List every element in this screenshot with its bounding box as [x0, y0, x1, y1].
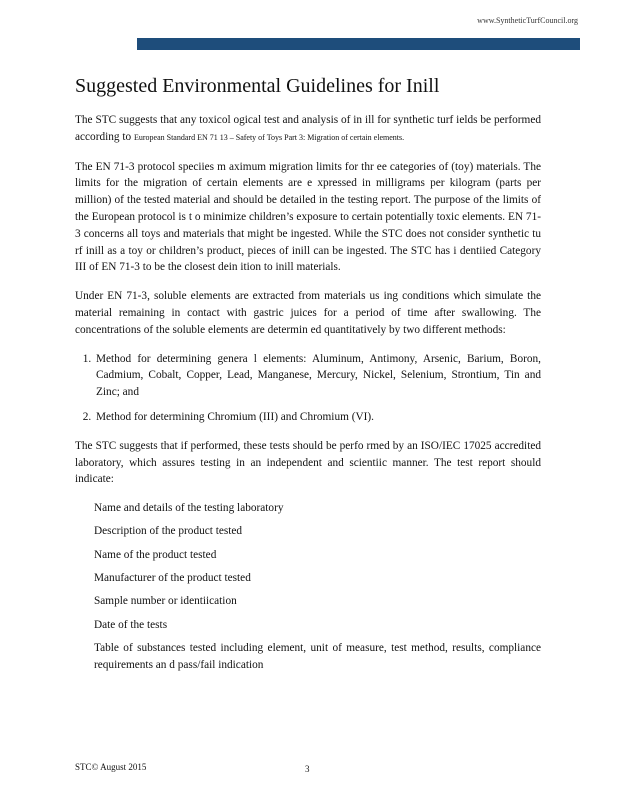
list-item-text: Table of substances tested including element, unit of measure, test method, results, compliance requirements an d pass/fail indication — [94, 641, 541, 671]
report-items-list — [75, 500, 541, 673]
list-item: 1. Method for determining genera l elements: Aluminum, Antimony, Arsenic, Barium, Boron, Cadmium, Cobalt, Copper, Lead, Manganese, Mercury, Nickel, Selenium, Strontium, Tin and Zinc; and — [94, 351, 541, 401]
list-item — [75, 500, 541, 517]
intro-text: The STC suggests that any toxicol ogical test and analysis of in ill for synthetic turf ields be performed according to — [75, 114, 541, 143]
list-item — [75, 570, 541, 587]
list-item-text: Manufacturer of the product tested — [94, 572, 251, 585]
paragraph-en71-protocol: The EN 71-3 protocol speciies m aximum migration limits for thr ee categories of (toy) materials. The limits for the migration of certain elements are e xpressed in milligrams per kilogram (parts per million) of the tested material and should be detailed in the testing report. The purpose of the limits of the European protocol is t o minimize children’s exposure to certain potentially toxic elements. EN 71-3 concerns all toys and materials that might be ingested. While the STC does not consider synthetic tu rf inill as a toy or children’s product, pieces of inill can be ingested. The STC has i dentiied Category III of EN 71-3 to be the closest dein ition to inill materials. — [75, 160, 541, 274]
list-item: 2. Method for determining Chromium (III) and Chromium (VI). — [94, 409, 541, 426]
footer-copyright: STC© August 2015 — [75, 762, 147, 772]
header-accent-bar — [137, 38, 580, 50]
list-item — [75, 640, 541, 674]
list-item-text: Name of the product tested — [94, 548, 217, 561]
paragraph-soluble-elements: Under EN 71-3, soluble elements are extracted from materials us ing conditions which simulate the material remaining in contact with gastric juices for a period of time after swallowing. The concentrations of the soluble elements are determin ed quantitatively by two different methods: — [75, 290, 541, 336]
methods-list — [75, 351, 541, 426]
standard-reference: European Standard EN 71 13 – Safety of Toys Part 3: Migration of certain elements. — [133, 132, 405, 142]
header-website-url: www.SyntheticTurfCouncil.org — [477, 16, 578, 25]
list-item — [75, 523, 541, 540]
document-body — [75, 112, 541, 680]
page-title: Suggested Environmental Guidelines for Inill — [75, 75, 440, 97]
list-item-text: Date of the tests — [94, 618, 168, 631]
list-item — [75, 617, 541, 634]
list-item — [75, 593, 541, 610]
intro-paragraph — [75, 112, 541, 147]
list-item-text: Name and details of the testing laboratory — [94, 502, 284, 515]
page-number: 3 — [305, 764, 310, 774]
list-item — [75, 547, 541, 564]
list-item-text: Sample number or identiication — [94, 595, 237, 608]
list-item-text: Description of the product tested — [94, 525, 243, 538]
paragraph-laboratory: The STC suggests that if performed, these tests should be perfo rmed by an ISO/IEC 17025 accredited laboratory, which assures testing in an independent and scientiic manner. The test report should indicate: — [75, 439, 541, 486]
